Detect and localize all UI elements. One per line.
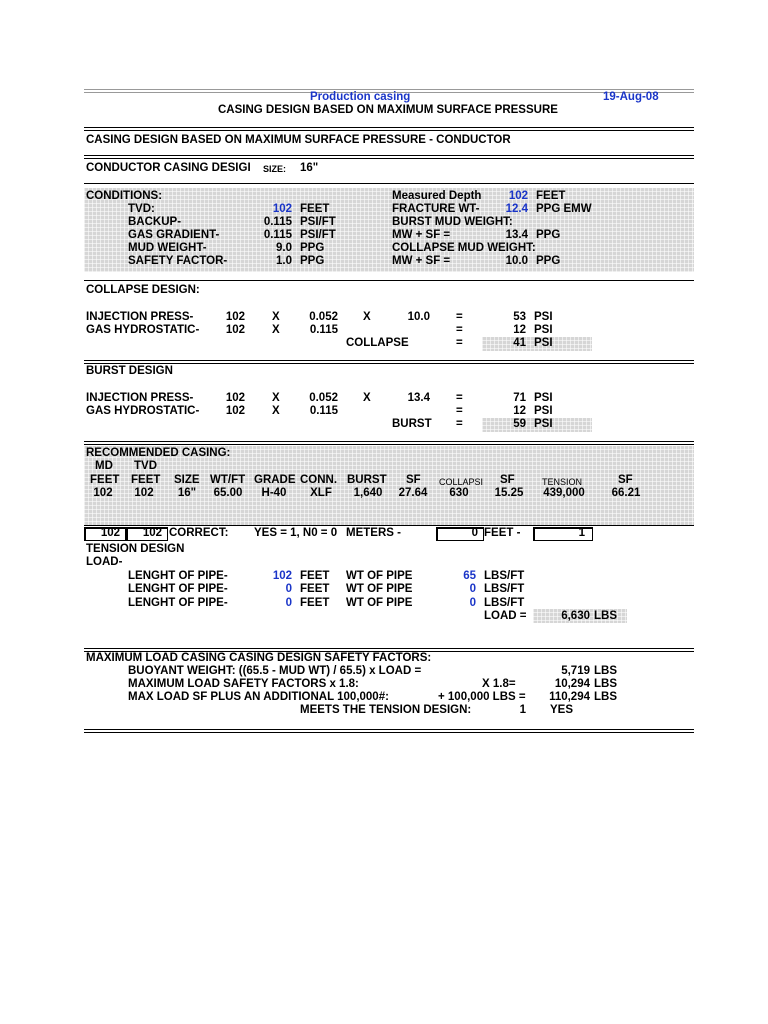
collapse-total-eq: = — [456, 337, 463, 349]
meets-value: 1 — [519, 704, 526, 716]
burst-inj-label: INJECTION PRESS- — [86, 392, 194, 404]
additional-unit: LBS — [594, 691, 617, 703]
collapse-inj-eq: = — [456, 311, 463, 323]
burst-total-unit: PSI — [534, 418, 553, 430]
burst-inj-unit: PSI — [534, 392, 553, 404]
rec-h-sf1: SF — [406, 474, 421, 486]
tension-row2-value: 0 — [285, 583, 292, 595]
rule-collapse — [84, 280, 694, 281]
burst-inj-grad: 0.052 — [309, 392, 338, 404]
collapse-inj-unit: PSI — [534, 311, 553, 323]
safety-factor-label: SAFETY FACTOR- — [128, 255, 228, 267]
rec-row-tvd: 102 — [134, 487, 154, 499]
burst-gas-unit: PSI — [534, 405, 553, 417]
tension-load-label: LOAD- — [86, 556, 123, 568]
rec-h-sf3: SF — [618, 474, 633, 486]
conductor-size-label: SIZE: — [263, 164, 287, 174]
md-value: 102 — [508, 190, 528, 202]
rec-row-conn: XLF — [310, 487, 332, 499]
tension-row3-unit: FEET — [300, 597, 330, 609]
md-unit: FEET — [536, 190, 566, 202]
gas-gradient-value: 0.115 — [263, 229, 292, 241]
collapse-total-label: COLLAPSE — [346, 337, 409, 349]
collapse-gas-eq: = — [456, 324, 463, 336]
tension-row2-wt-value: 0 — [469, 583, 476, 595]
tension-row2-wt-label: WT OF PIPE — [346, 583, 413, 595]
maxload-title: MAXIMUM LOAD CASING CASING DESIGN SAFETY FACTORS: — [86, 652, 432, 664]
rec-row-collapse: 630 — [449, 487, 469, 499]
collapse-total-unit: PSI — [534, 337, 553, 349]
correct-label: CORRECT: — [169, 527, 229, 539]
backup-value: 0.115 — [263, 216, 292, 228]
backup-label: BACKUP- — [128, 216, 182, 228]
tension-row3-value: 0 — [285, 597, 292, 609]
rec-row-wtft: 65.00 — [213, 487, 243, 499]
tvd-value: 102 — [272, 203, 292, 215]
collapse-title: COLLAPSE DESIGN: — [86, 284, 200, 296]
conductor-size-value: 16" — [300, 162, 319, 174]
rec-row-sf2: 15.25 — [494, 487, 524, 499]
rec-h-wtft: WT/FT — [210, 474, 246, 486]
rec-row-sf3: 66.21 — [611, 487, 641, 499]
meets-label: MEETS THE TENSION DESIGN: — [300, 704, 472, 716]
rec-h-tvd: TVD — [134, 460, 157, 472]
rec-row-md: 102 — [93, 487, 113, 499]
collapse-inj-result: 53 — [513, 311, 526, 323]
burst-mwsf-unit: PPG — [536, 229, 561, 241]
tension-row1-wt-label: WT OF PIPE — [346, 570, 413, 582]
burst-gas-eq: = — [456, 405, 463, 417]
collapse-inj-label: INJECTION PRESS- — [86, 311, 194, 323]
rec-h-tension: TENSION — [542, 477, 583, 487]
mud-weight-label: MUD WEIGHT- — [128, 242, 207, 254]
tension-row1-unit: FEET — [300, 570, 330, 582]
collapse-inj-x1: X — [272, 311, 280, 323]
meets-text: YES — [550, 704, 574, 716]
max-sf-mult: X 1.8= — [482, 678, 516, 690]
additional-value: 110,294 — [549, 691, 590, 703]
rule-conductor-2 — [84, 158, 694, 159]
feet-label: FEET - — [484, 527, 521, 539]
max-sf-value: 10,294 — [554, 678, 590, 690]
burst-gas-x: X — [272, 405, 280, 417]
top-rule-1 — [84, 89, 694, 90]
tension-title: TENSION DESIGN — [86, 543, 185, 555]
collapse-mud-label: COLLAPSE MUD WEIGHT: — [392, 242, 536, 254]
fracture-label: FRACTURE WT- — [392, 203, 480, 215]
burst-inj-result: 71 — [513, 392, 526, 404]
rule-section-2 — [84, 130, 694, 131]
rec-h-conn: CONN. — [300, 474, 338, 486]
tension-row1-value: 102 — [272, 570, 292, 582]
tension-row2-wt-unit: LBS/FT — [484, 583, 525, 595]
load-total-unit: LBS — [594, 610, 617, 622]
additional-mult: + 100,000 LBS = — [438, 691, 526, 703]
rule-bottom-2 — [84, 732, 694, 733]
tension-row3-label: LENGHT OF PIPE- — [128, 597, 228, 609]
tension-row3-wt-unit: LBS/FT — [484, 597, 525, 609]
collapse-gas-result: 12 — [513, 324, 526, 336]
tvd-label: TVD: — [128, 203, 155, 215]
conditions-title: CONDITIONS: — [86, 190, 163, 202]
rule-correct — [84, 525, 694, 526]
rule-bottom — [84, 729, 694, 730]
collapse-mwsf-unit: PPG — [536, 255, 561, 267]
burst-mud-label: BURST MUD WEIGHT: — [392, 216, 513, 228]
buoyant-value: 5,719 — [561, 665, 590, 677]
additional-label: MAX LOAD SF PLUS AN ADDITIONAL 100,000#: — [128, 691, 389, 703]
rec-h-burst: BURST — [347, 474, 387, 486]
tension-row2-label: LENGHT OF PIPE- — [128, 583, 228, 595]
tension-row2-unit: FEET — [300, 583, 330, 595]
collapse-gas-unit: PSI — [534, 324, 553, 336]
collapse-inj-mw: 10.0 — [407, 311, 430, 323]
burst-gas-grad: 0.115 — [309, 405, 338, 417]
load-total-value: 6,630 — [561, 610, 590, 622]
conductor-label: CONDUCTOR CASING DESIGI — [86, 162, 251, 174]
rec-h-size: SIZE — [174, 474, 200, 486]
tension-row1-wt-unit: LBS/FT — [484, 570, 525, 582]
burst-gas-label: GAS HYDROSTATIC- — [86, 405, 200, 417]
buoyant-unit: LBS — [594, 665, 617, 677]
gas-gradient-label: GAS GRADIENT- — [128, 229, 220, 241]
mud-weight-value: 9.0 — [276, 242, 292, 254]
burst-inj-eq: = — [456, 392, 463, 404]
mud-weight-unit: PPG — [300, 242, 325, 254]
safety-factor-value: 1.0 — [276, 255, 292, 267]
collapse-gas-x: X — [272, 324, 280, 336]
doc-title: Production casing — [310, 91, 411, 103]
rec-h-md: MD — [95, 460, 113, 472]
burst-inj-x1: X — [272, 392, 280, 404]
fracture-unit: PPG EMW — [536, 203, 592, 215]
burst-inj-mw: 13.4 — [407, 392, 430, 404]
rule-conditions — [84, 183, 694, 184]
rec-h-feet2: FEET — [131, 474, 161, 486]
rec-h-collapse: COLLAPSI — [439, 477, 484, 487]
rec-row-tension: 439,000 — [543, 487, 585, 499]
collapse-mwsf-label: MW + SF = — [392, 255, 451, 267]
meters-label: METERS - — [346, 527, 401, 539]
max-sf-unit: LBS — [594, 678, 617, 690]
burst-total-eq: = — [456, 418, 463, 430]
doc-subtitle: CASING DESIGN BASED ON MAXIMUM SURFACE PRESSURE — [218, 104, 558, 116]
correct-hint: YES = 1, N0 = 0 — [254, 527, 338, 539]
backup-unit: PSI/FT — [300, 216, 336, 228]
fracture-value: 12.4 — [505, 203, 528, 215]
rec-h-feet1: FEET — [90, 474, 120, 486]
rule-conductor — [84, 155, 694, 156]
tvd-unit: FEET — [300, 203, 330, 215]
rec-row-grade: H-40 — [261, 487, 287, 499]
rec-h-sf2: SF — [500, 474, 515, 486]
safety-factor-unit: PPG — [300, 255, 325, 267]
tension-row1-label: LENGHT OF PIPE- — [128, 570, 228, 582]
rec-row-burst: 1,640 — [353, 487, 383, 499]
load-total-label: LOAD = — [484, 610, 527, 622]
collapse-total-value: 41 — [513, 337, 526, 349]
recommended-title: RECOMMENDED CASING: — [86, 447, 231, 459]
gas-gradient-unit: PSI/FT — [300, 229, 336, 241]
section-title: CASING DESIGN BASED ON MAXIMUM SURFACE PRESSURE - CONDUCTOR — [86, 134, 511, 146]
doc-date: 19-Aug-08 — [603, 91, 659, 103]
correct-tvd: 102 — [142, 527, 162, 539]
rule-burst — [84, 360, 694, 361]
rule-recommended-2 — [84, 444, 694, 445]
burst-total-value: 59 — [513, 418, 526, 430]
rule-recommended — [84, 441, 694, 442]
burst-gas-depth: 102 — [225, 405, 245, 417]
burst-inj-depth: 102 — [225, 392, 245, 404]
meters-value: 0 — [471, 527, 478, 539]
buoyant-label: BUOYANT WEIGHT: ((65.5 - MUD WT) / 65.5) x LOAD = — [128, 665, 422, 677]
collapse-mwsf-value: 10.0 — [505, 255, 528, 267]
tension-row3-wt-label: WT OF PIPE — [346, 597, 413, 609]
collapse-inj-depth: 102 — [225, 311, 245, 323]
collapse-gas-label: GAS HYDROSTATIC- — [86, 324, 200, 336]
collapse-inj-x2: X — [363, 311, 371, 323]
burst-mwsf-label: MW + SF = — [392, 229, 451, 241]
feet-value: 1 — [578, 527, 585, 539]
rec-row-sf1: 27.64 — [398, 487, 428, 499]
rule-maxload — [84, 648, 694, 649]
burst-title: BURST DESIGN — [86, 365, 173, 377]
collapse-gas-grad: 0.115 — [309, 324, 338, 336]
burst-gas-result: 12 — [513, 405, 526, 417]
max-sf-label: MAXIMUM LOAD SAFETY FACTORS x 1.8: — [128, 678, 359, 690]
correct-md: 102 — [100, 527, 120, 539]
rec-row-size: 16" — [177, 487, 197, 499]
rec-h-grade: GRADE — [254, 474, 296, 486]
tension-row3-wt-value: 0 — [469, 597, 476, 609]
burst-inj-x2: X — [363, 392, 371, 404]
md-label: Measured Depth — [392, 190, 482, 202]
collapse-inj-grad: 0.052 — [309, 311, 338, 323]
rule-section — [84, 127, 694, 128]
burst-mwsf-value: 13.4 — [505, 229, 528, 241]
burst-total-label: BURST — [392, 418, 432, 430]
rule-burst-2 — [84, 363, 694, 364]
collapse-gas-depth: 102 — [225, 324, 245, 336]
tension-row1-wt-value: 65 — [463, 570, 476, 582]
